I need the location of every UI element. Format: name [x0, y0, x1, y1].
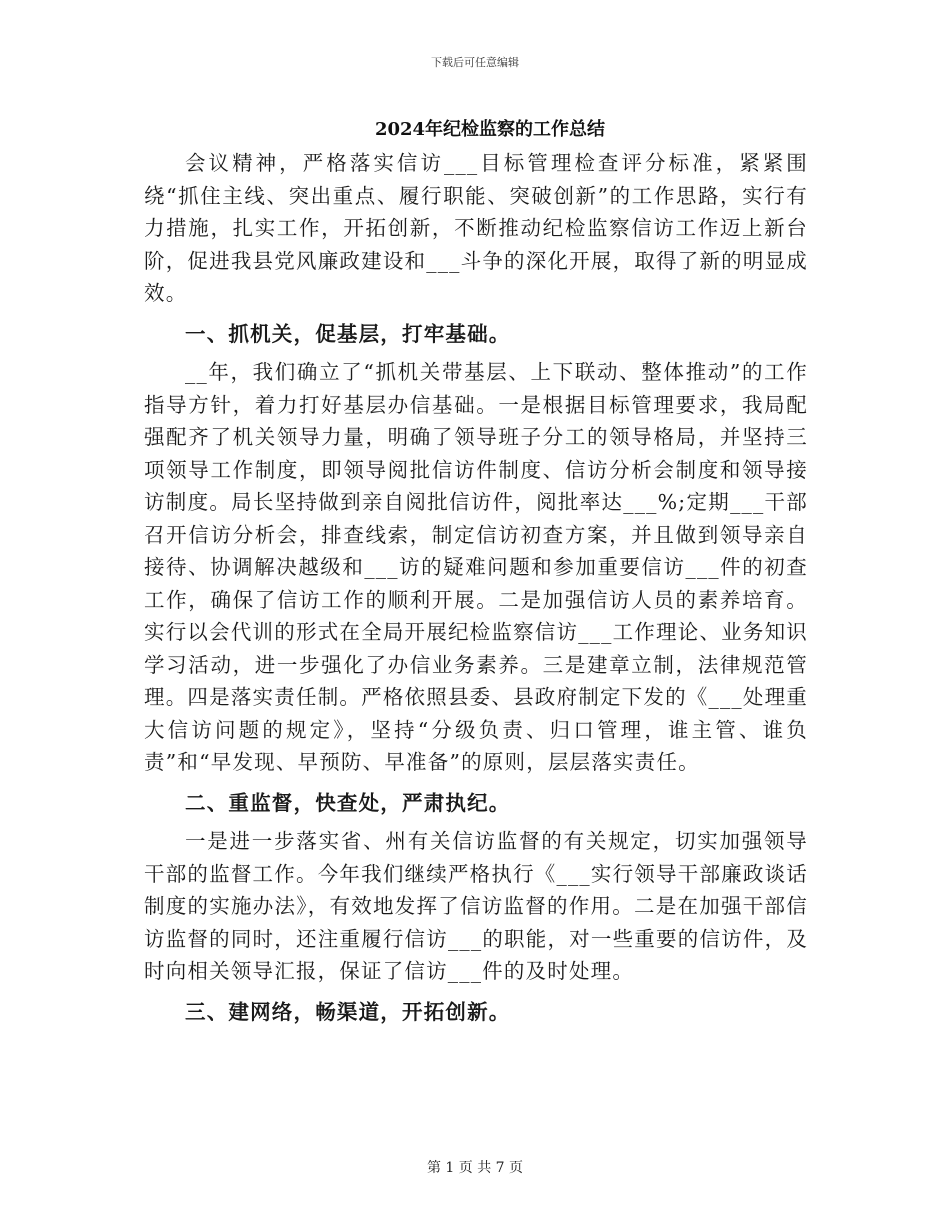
- document-title: 2024年纪检监察的工作总结: [374, 119, 606, 140]
- section-heading-3: 三、建网络，畅渠道，开拓创新。: [185, 999, 511, 1024]
- section-heading-1: 一、抓机关，促基层，打牢基础。: [185, 321, 511, 346]
- paragraph-section-1: __年，我们确立了“抓机关带基层、上下联动、整体推动”的工作指导方针，着力打好基层办信基础。一是根据目标管理要求，我局配强配齐了机关领导力量，明确了领导班子分工的领导格局，并坚持三项领导工作制度，即领导阅批信访件制度、信访分析会制度和领导接访制度。局长坚持做到亲自阅批信访件，阅批率达___%;定期___干部召开信访分析会，排查线索，制定信访初查方案，并且做到领导亲自接待、协调解决越级和___访的疑难问题和参加重要信访___件的初查工作，确保了信访工作的顺利开展。二是加强信访人员的素养培育。实行以会代训的形式在全局开展纪检监察信访___工作理论、业务知识学习活动，进一步强化了办信业务素养。三是建章立制，法律规范管理。四是落实责任制。严格依照县委、县政府制定下发的《___处理重大信访问题的规定》，坚持“分级负责、归口管理，谁主管、谁负责”和“早发现、早预防、早准备”的原则，层层落实责任。: [144, 360, 808, 774]
- section-heading-2: 二、重监督，快查处，严肃执纪。: [185, 790, 511, 815]
- document-body: [144, 147, 808, 1034]
- paragraph-section-2: 一是进一步落实省、州有关信访监督的有关规定，切实加强领导干部的监督工作。今年我们继续严格执行《___实行领导干部廉政谈话制度的实施办法》，有效地发挥了信访监督的作用。二是在加强干部信访监督的同时，还注重履行信访___的职能，对一些重要的信访件，及时向相关领导汇报，保证了信访___件的及时处理。: [144, 829, 808, 983]
- page-header-note: 下载后可任意编辑: [431, 56, 519, 69]
- paragraph-intro: 会议精神，严格落实信访___目标管理检查评分标准，紧紧围绕“抓住主线、突出重点、履行职能、突破创新”的工作思路，实行有力措施，扎实工作，开拓创新，不断推动纪检监察信访工作迈上新台阶，促进我县党风廉政建设和___斗争的深化开展，取得了新的明显成效。: [144, 151, 808, 305]
- page-number-footer: 第 1 页 共 7 页: [426, 1160, 524, 1176]
